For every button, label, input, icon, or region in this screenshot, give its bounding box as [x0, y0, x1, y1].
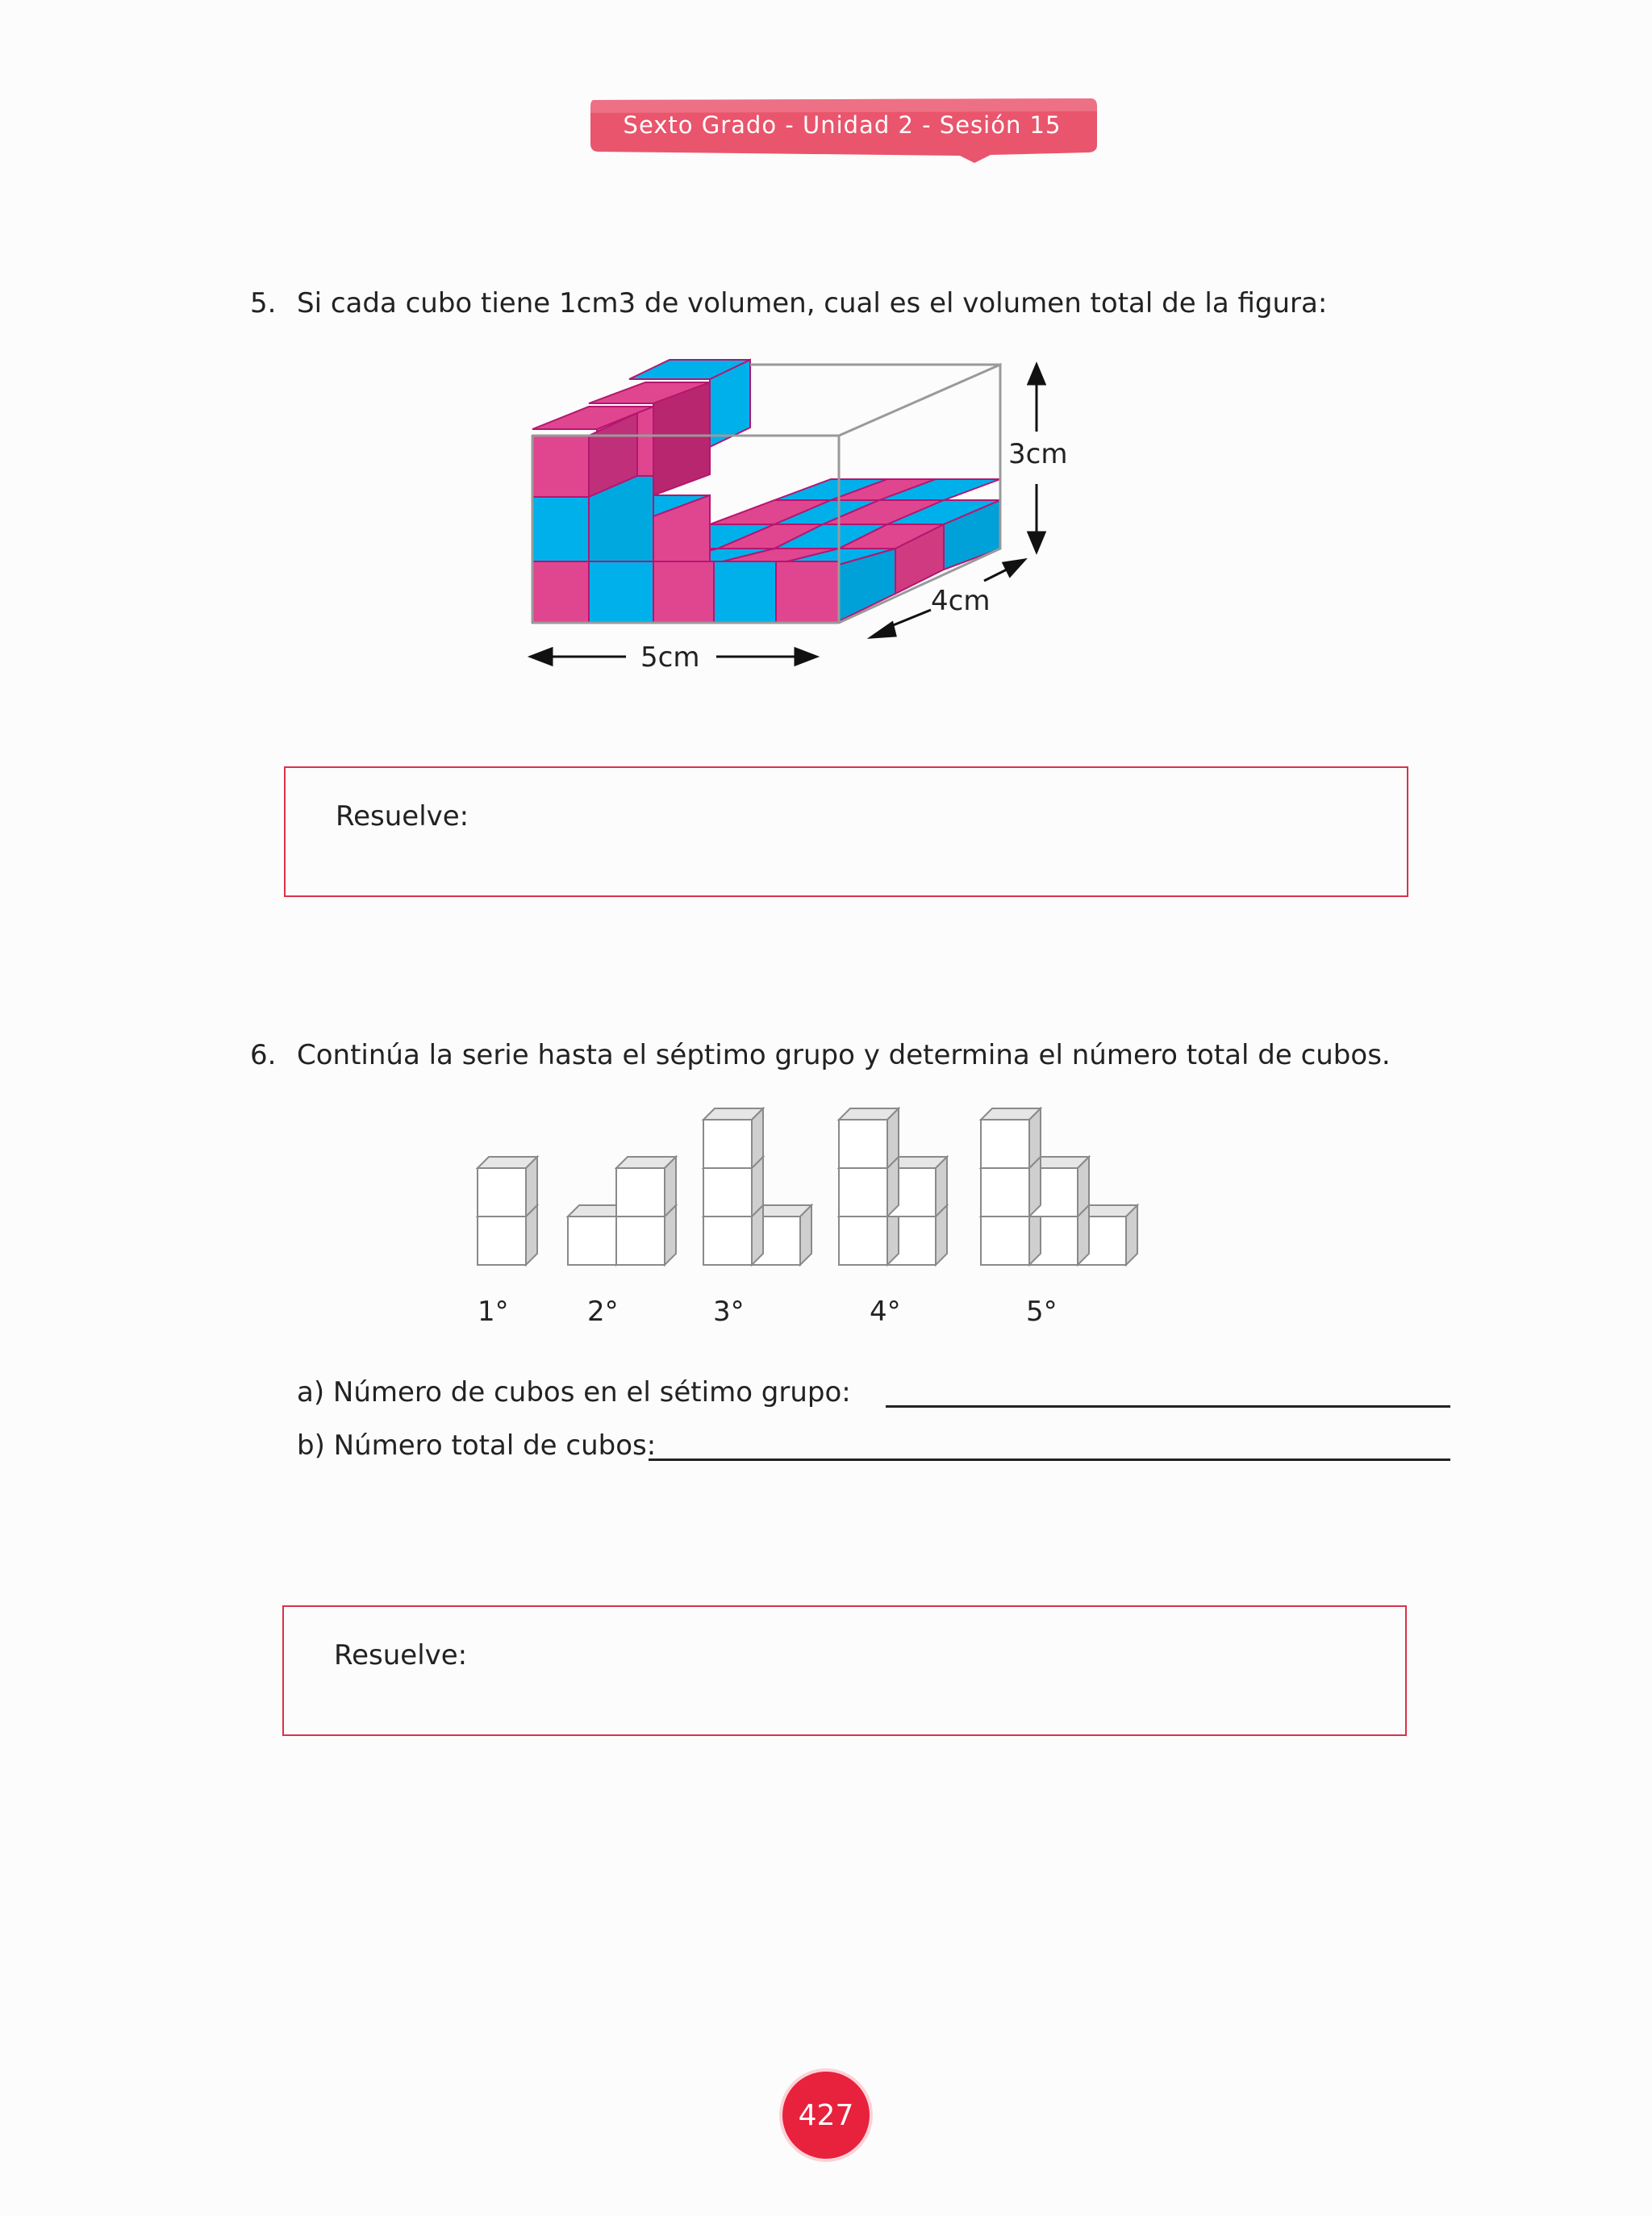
width-label: 5cm	[640, 641, 700, 674]
cube-group-3	[703, 1108, 811, 1265]
cube-group-5	[981, 1108, 1137, 1265]
height-label: 3cm	[1008, 438, 1068, 470]
answer-box-2[interactable]	[282, 1605, 1407, 1736]
header-title: Sexto Grado - Unidad 2 - Sesión 15	[623, 111, 1062, 139]
subquestion-b: b) Número total de cubos:	[297, 1429, 657, 1462]
cube-group-2	[568, 1157, 676, 1265]
subquestion-a: a) Número de cubos en el sétimo grupo:	[297, 1376, 851, 1408]
cube-group-4	[839, 1108, 947, 1265]
question-6-text: Continúa la serie hasta el séptimo grupo y determina el número total de cubos.	[297, 1039, 1391, 1071]
depth-label: 4cm	[931, 585, 991, 617]
group-label-1: 1°	[478, 1296, 509, 1328]
group-label-4: 4°	[870, 1296, 901, 1328]
page-number-badge	[782, 2072, 870, 2159]
answer-line-a[interactable]	[886, 1405, 1450, 1408]
group-label-3: 3°	[713, 1296, 745, 1328]
answer-line-b[interactable]	[649, 1459, 1450, 1461]
group-label-2: 2°	[587, 1296, 619, 1328]
question-5-text: Si cada cubo tiene 1cm3 de volumen, cual es el volumen total de la figura:	[297, 287, 1328, 319]
question-6-number: 6.	[250, 1039, 277, 1071]
group-label-5: 5°	[1026, 1296, 1058, 1328]
answer-box-2-label: Resuelve:	[334, 1639, 468, 1671]
cube-group-1	[478, 1157, 537, 1265]
answer-box-1-label: Resuelve:	[336, 800, 469, 833]
question-5-number: 5.	[250, 287, 277, 319]
page-number: 427	[798, 2098, 854, 2132]
